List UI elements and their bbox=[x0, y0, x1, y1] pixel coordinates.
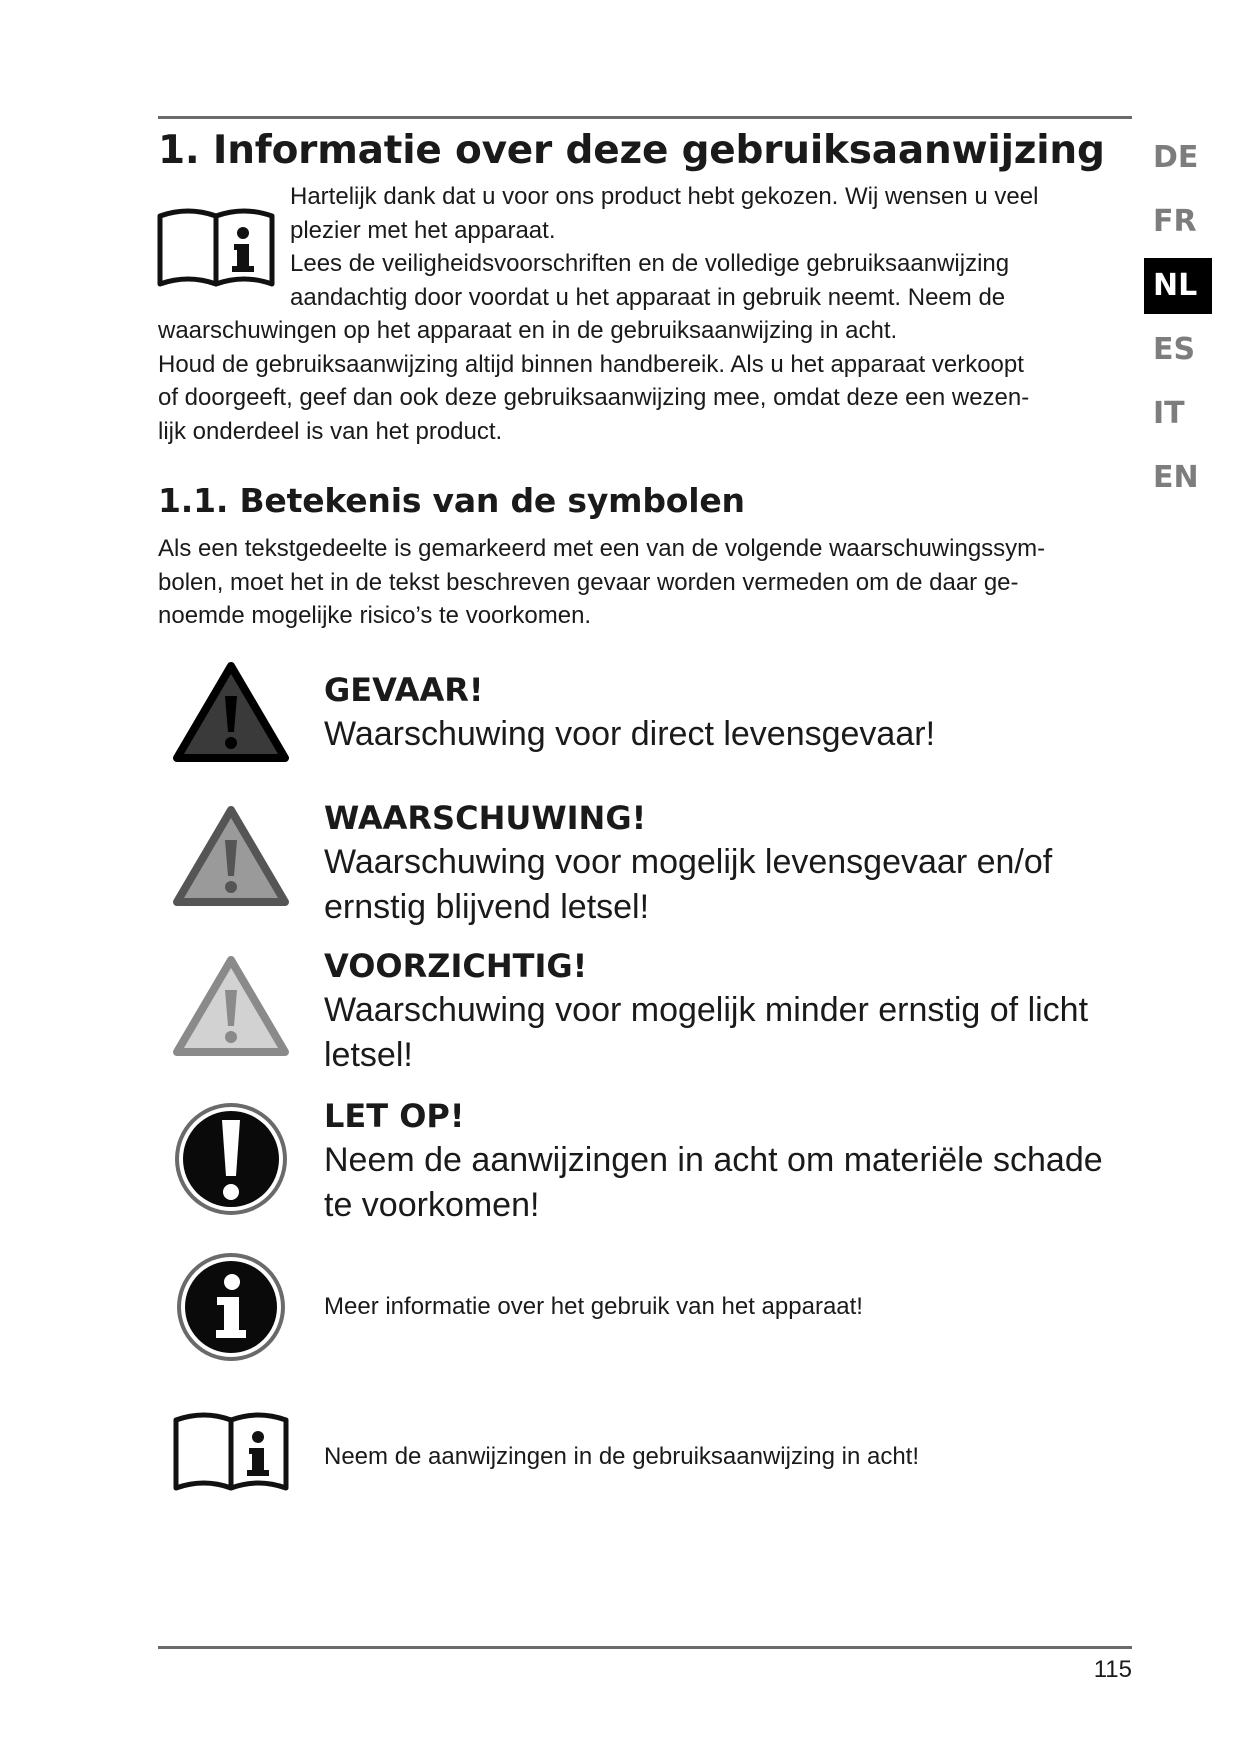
lang-tab-en[interactable]: EN bbox=[1153, 460, 1199, 495]
top-rule bbox=[158, 116, 1132, 119]
paragraph-line: Als een tekstgedeelte is gemarkeerd met een van de volgende waarschuwingssym- bbox=[158, 535, 1046, 562]
caution-description bbox=[324, 988, 1134, 1078]
description-line: Waarschuwing voor mogelijk levensgevaar en/of bbox=[324, 843, 1053, 881]
description-line: Waarschuwing voor mogelijk minder ernstig of licht bbox=[324, 991, 1089, 1029]
paragraph-line: of doorgeeft, geef dan ook deze gebruiksaanwijzing mee, omdat deze een wezen- bbox=[158, 384, 1030, 411]
section-1-1-paragraph bbox=[158, 532, 1138, 633]
lang-tab-fr[interactable]: FR bbox=[1153, 204, 1197, 239]
paragraph-line: noemde mogelijke risico’s te voorkomen. bbox=[158, 602, 592, 629]
manual-book-icon bbox=[156, 206, 276, 294]
manual-text: Neem de aanwijzingen in de gebruiksaanwijzing in acht! bbox=[324, 1443, 920, 1470]
section-1-heading: 1. Informatie over deze gebruiksaanwijzing bbox=[158, 128, 1105, 173]
lang-tab-es[interactable]: ES bbox=[1153, 332, 1196, 367]
paragraph-line: lijk onderdeel is van het product. bbox=[158, 417, 503, 445]
intro-paragraph bbox=[290, 180, 1130, 314]
description-line: Neem de aanwijzingen in acht om materiële schade bbox=[324, 1141, 1103, 1179]
bottom-rule bbox=[158, 1646, 1132, 1649]
paragraph-line: bolen, moet het in de tekst beschreven gevaar worden vermeden om de daar ge- bbox=[158, 568, 1019, 596]
description-line: te voorkomen! bbox=[324, 1186, 540, 1224]
lang-tab-de[interactable]: DE bbox=[1153, 140, 1199, 175]
page-number: 115 bbox=[1093, 1656, 1132, 1683]
notice-description bbox=[324, 1138, 1134, 1228]
warning-title: WAARSCHUWING! bbox=[324, 799, 647, 837]
lang-tab-it[interactable]: IT bbox=[1153, 396, 1185, 431]
warning-description bbox=[324, 840, 1134, 930]
info-text: Meer informatie over het gebruik van het apparaat! bbox=[324, 1293, 863, 1320]
paragraph-line: waarschuwingen op het apparaat en in de gebruiksaanwijzing in acht. bbox=[158, 317, 898, 344]
danger-title: GEVAAR! bbox=[324, 671, 484, 709]
paragraph-line: Houd de gebruiksaanwijzing altijd binnen handbereik. Als u het apparaat verkoopt bbox=[158, 350, 1024, 378]
caution-title: VOORZICHTIG! bbox=[324, 947, 588, 985]
intro-line: Lees de veiligheidsvoorschriften en de volledige gebruiksaanwijzing bbox=[290, 250, 1010, 277]
manual-book-icon bbox=[172, 1410, 290, 1498]
language-nav bbox=[1144, 130, 1212, 514]
intro-line: plezier met het apparaat. bbox=[290, 216, 556, 244]
danger-description bbox=[324, 712, 1134, 757]
caution-triangle-icon bbox=[172, 954, 290, 1058]
description-line: letsel! bbox=[324, 1036, 413, 1074]
lang-tab-nl[interactable]: NL bbox=[1144, 258, 1212, 314]
notice-title: LET OP! bbox=[324, 1097, 465, 1135]
description-line: Waarschuwing voor direct levensgevaar! bbox=[324, 715, 936, 753]
intro-line: aandachtig door voordat u het apparaat in gebruik neemt. Neem de bbox=[290, 283, 1006, 311]
description-line: ernstig blijvend letsel! bbox=[324, 888, 650, 926]
intro-line: Hartelijk dank dat u voor ons product hebt gekozen. Wij wensen u veel bbox=[290, 183, 1039, 210]
warning-triangle-icon bbox=[172, 804, 290, 908]
section-1-1-heading: 1.1. Betekenis van de symbolen bbox=[158, 481, 745, 520]
danger-triangle-icon bbox=[172, 660, 290, 764]
exclamation-circle-icon bbox=[172, 1100, 290, 1218]
info-circle-icon bbox=[174, 1250, 288, 1364]
section-1-paragraph bbox=[158, 314, 1138, 448]
